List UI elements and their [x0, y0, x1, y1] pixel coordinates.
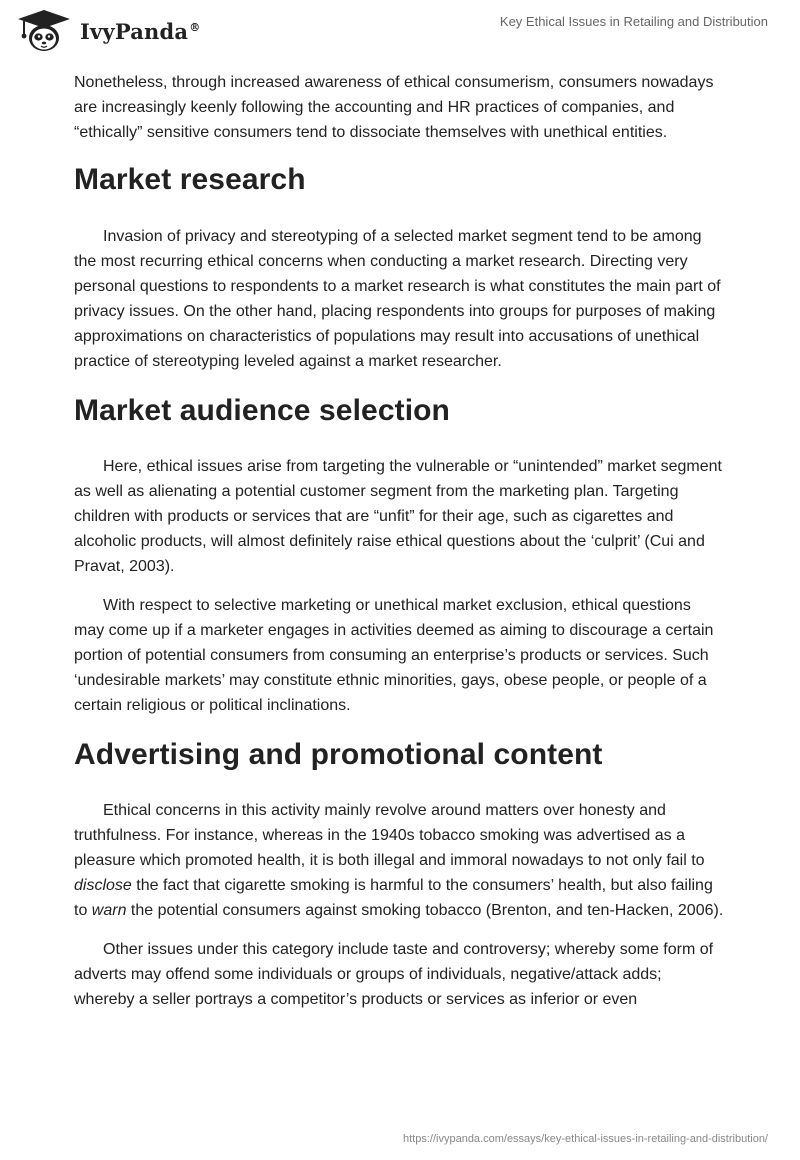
emphasis-warn: warn: [91, 902, 127, 919]
brand-logo[interactable]: [14, 8, 200, 54]
audience-selection-paragraph-2: With respect to selective marketing or unethical market exclusion, ethical questions may come up if a marketer engages in activities deemed as aiming to discourage a certain portion of potential consumers from consuming an enterprise’s products or services. Such ‘undesirable markets’ may constitute ethnic minorities, gays, obese people, or people of a certain religious or political inclinations.: [74, 597, 714, 714]
section-heading-market-research: Market research: [74, 163, 306, 196]
panda-graduate-icon: [14, 8, 74, 54]
advertising-paragraph-1: Ethical concerns in this activity mainly revolve around matters over honesty and truthfulness. For instance, whereas in the 1940s tobacco smoking was advertised as a pleasure which promoted health, it is both illegal and immoral nowadays to not only fail to disclose the fact that cigarette smoking is harmful to the consumers’ health, but also failing to warn the potential consumers against smoking tobacco (Brenton, and ten-Hacken, 2006).: [74, 802, 724, 919]
market-research-paragraph: Invasion of privacy and stereotyping of a selected market segment tend to be among the most recurring ethical concerns when conducting a market research. Directing very personal questions to respondents to a market research is what constitutes the main part of privacy issues. On the other hand, placing respondents into groups for purposes of making approximations on characteristics of populations may result into accusations of unethical practice of stereotyping leveled against a market researcher.: [74, 228, 721, 370]
intro-paragraph: Nonetheless, through increased awareness of ethical consumerism, consumers nowadays are increasingly keenly following the accounting and HR practices of companies, and “ethically” sensitive consumers tend to dissociate themselves with unethical entities.: [74, 74, 714, 141]
section-heading-advertising: Advertising and promotional content: [74, 738, 603, 771]
page-header: [0, 0, 800, 60]
advertising-paragraph-2: Other issues under this category include taste and controversy; whereby some form of adverts may offend some individuals or groups of individuals, negative/attack adds; whereby a seller portrays a competitor’s products or services as inferior or even: [74, 941, 714, 1008]
document-title: Key Ethical Issues in Retailing and Distribution: [499, 14, 768, 29]
audience-selection-paragraph-1: Here, ethical issues arise from targeting the vulnerable or “unintended” market segment as well as alienating a potential customer segment from the marketing plan. Targeting children with products or services that are “unfit” for their age, such as cigarettes and alcoholic products, will almost definitely raise ethical questions about the ‘culprit’ (Cui and Pravat, 2003).: [74, 458, 722, 575]
essay-body: [74, 70, 724, 1026]
source-url[interactable]: https://ivypanda.com/essays/key-ethical-issues-in-retailing-and-distribution/: [403, 1133, 768, 1145]
section-heading-market-audience-selection: Market audience selection: [74, 394, 450, 427]
emphasis-disclose: disclose: [74, 877, 132, 894]
brand-name: IvyPanda®: [80, 18, 201, 44]
